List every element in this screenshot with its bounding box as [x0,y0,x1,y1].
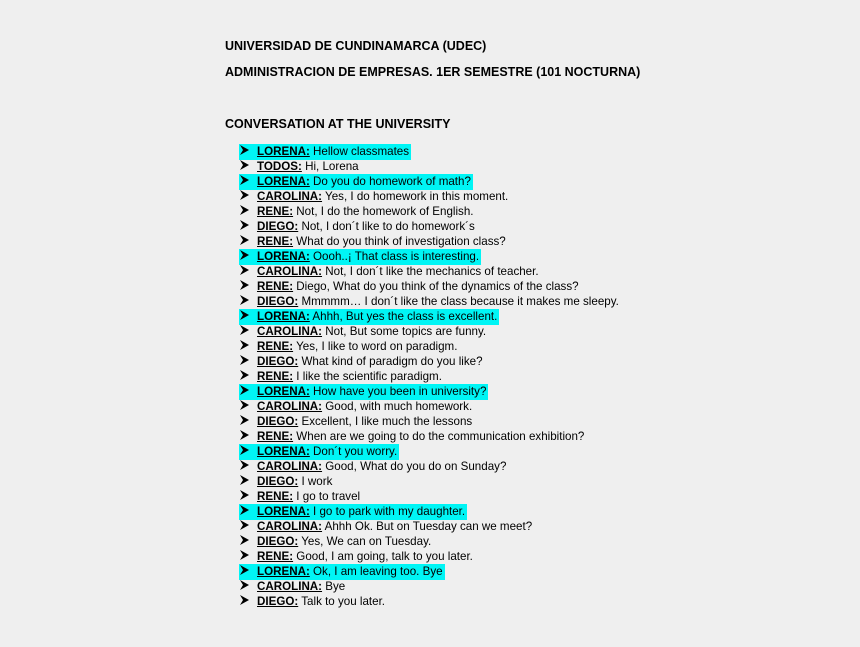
utterance-text: Good, What do you do on Sunday? [322,460,507,473]
dialogue-line [239,534,860,549]
arrowhead-bullet-icon [239,325,257,340]
arrowhead-bullet-icon [239,265,257,280]
speaker-name: RENE: [257,280,294,293]
arrowhead-bullet-icon [239,595,257,610]
highlighted-line [239,504,467,520]
dialogue-line [239,549,860,564]
dialogue-line [239,204,860,219]
arrowhead-bullet-icon [239,460,257,475]
dialogue-line [239,219,860,234]
dialogue-line [239,174,860,189]
line-content [239,459,508,475]
dialogue-line [239,429,860,444]
speaker-name: LORENA: [257,445,310,458]
utterance-text: Do you do homework of math? [309,175,471,188]
dialogue-line [239,459,860,474]
utterance-text: Talk to you later. [298,595,386,608]
utterance-text: How have you been in university? [309,385,487,398]
arrowhead-bullet-icon [239,310,257,325]
arrowhead-bullet-icon [239,145,257,160]
arrowhead-bullet-icon [239,430,257,445]
line-content [239,579,347,595]
dialogue-line [239,414,860,429]
speaker-name: CAROLINA: [257,265,323,278]
dialogue-line [239,369,860,384]
arrowhead-bullet-icon [239,190,257,205]
utterance-text: Yes, We can on Tuesday. [298,535,432,548]
line-content [239,219,477,235]
speaker-name: RENE: [257,205,294,218]
utterance-text: Not, I don´t like to do homework´s [298,220,475,233]
speaker-name: CAROLINA: [257,325,323,338]
speaker-name: TODOS: [257,160,302,173]
arrowhead-bullet-icon [239,505,257,520]
line-content [239,594,387,610]
arrowhead-bullet-icon [239,385,257,400]
dialogue-line [239,579,860,594]
utterance-text: I go to park with my daughter. [309,505,466,518]
speaker-name: DIEGO: [257,220,299,233]
utterance-text: What kind of paradigm do you like? [298,355,483,368]
speaker-name: LORENA: [257,145,310,158]
speaker-name: LORENA: [257,250,310,263]
dialogue-line [239,504,860,519]
utterance-text: Bye [322,580,346,593]
speaker-name: LORENA: [257,310,310,323]
line-content [239,399,474,415]
line-content [239,339,459,355]
arrowhead-bullet-icon [239,340,257,355]
dialogue-line [239,234,860,249]
speaker-name: LORENA: [257,565,310,578]
utterance-text: Excellent, I like much the lessons [298,415,473,428]
utterance-text: I like the scientific paradigm. [293,370,442,383]
speaker-name: DIEGO: [257,595,299,608]
arrowhead-bullet-icon [239,370,257,385]
arrowhead-bullet-icon [239,175,257,190]
dialogue-line [239,309,860,324]
utterance-text: Ahhh, But yes the class is excellent. [309,310,498,323]
arrowhead-bullet-icon [239,160,257,175]
utterance-text: Don´t you worry. [309,445,398,458]
utterance-text: When are we going to do the communication exhibition? [293,430,585,443]
line-content [239,489,362,505]
arrowhead-bullet-icon [239,220,257,235]
utterance-text: I work [298,475,333,488]
speaker-name: RENE: [257,490,294,503]
utterance-text: I go to travel [293,490,361,503]
dialogue-line [239,339,860,354]
arrowhead-bullet-icon [239,550,257,565]
arrowhead-bullet-icon [239,205,257,220]
conversation-title: CONVERSATION AT THE UNIVERSITY [225,117,451,131]
line-content [239,294,621,310]
dialogue-line [239,474,860,489]
arrowhead-bullet-icon [239,280,257,295]
dialogue-list [225,144,860,609]
speaker-name: RENE: [257,430,294,443]
dialogue-line [239,489,860,504]
line-content [239,354,485,370]
speaker-name: CAROLINA: [257,190,323,203]
dialogue-line [239,399,860,414]
speaker-name: LORENA: [257,385,310,398]
speaker-name: CAROLINA: [257,580,323,593]
utterance-text: Hi, Lorena [301,160,359,173]
dialogue-line [239,264,860,279]
utterance-text: Oooh..¡ That class is interesting. [309,250,480,263]
line-content [239,429,586,445]
speaker-name: RENE: [257,340,294,353]
speaker-name: RENE: [257,550,294,563]
utterance-text: What do you think of investigation class? [293,235,506,248]
utterance-text: Not, But some topics are funny. [322,325,487,338]
speaker-name: LORENA: [257,505,310,518]
arrowhead-bullet-icon [239,295,257,310]
arrowhead-bullet-icon [239,535,257,550]
dialogue-line [239,519,860,534]
speaker-name: DIEGO: [257,535,299,548]
utterance-text: Ahhh Ok. But on Tuesday can we meet? [322,520,533,533]
dialogue-line [239,144,860,159]
utterance-text: Good, with much homework. [322,400,473,413]
highlighted-line [239,564,445,580]
arrowhead-bullet-icon [239,355,257,370]
line-content [239,369,444,385]
arrowhead-bullet-icon [239,250,257,265]
dialogue-line [239,249,860,264]
line-content [239,279,581,295]
dialogue-line [239,159,860,174]
speaker-name: DIEGO: [257,355,299,368]
program-name: ADMINISTRACION DE EMPRESAS. 1ER SEMESTRE (101 NOCTURNA) [225,65,641,79]
line-content [239,474,334,490]
utterance-text: Diego, What do you think of the dynamics of the class? [293,280,579,293]
dialogue-line [239,324,860,339]
utterance-text: Yes, I do homework in this moment. [322,190,509,203]
line-content [239,414,474,430]
speaker-name: CAROLINA: [257,400,323,413]
arrowhead-bullet-icon [239,475,257,490]
arrowhead-bullet-icon [239,445,257,460]
highlighted-line [239,174,473,190]
speaker-name: CAROLINA: [257,460,323,473]
dialogue-line [239,384,860,399]
arrowhead-bullet-icon [239,490,257,505]
utterance-text: Good, I am going, talk to you later. [293,550,473,563]
arrowhead-bullet-icon [239,520,257,535]
line-content [239,189,510,205]
line-content [239,519,534,535]
line-content [239,324,488,340]
speaker-name: CAROLINA: [257,520,323,533]
utterance-text: Yes, I like to word on paradigm. [293,340,458,353]
line-content [239,234,508,250]
speaker-name: DIEGO: [257,295,299,308]
dialogue-line [239,294,860,309]
utterance-text: Mmmmm… I don´t like the class because it makes me sleepy. [298,295,619,308]
arrowhead-bullet-icon [239,565,257,580]
speaker-name: DIEGO: [257,415,299,428]
dialogue-line [239,594,860,609]
highlighted-line [239,249,481,265]
dialogue-line [239,564,860,579]
arrowhead-bullet-icon [239,235,257,250]
speaker-name: DIEGO: [257,475,299,488]
speaker-name: RENE: [257,235,294,248]
highlighted-line [239,309,499,325]
utterance-text: Hellow classmates [309,145,410,158]
highlighted-line [239,444,399,460]
line-content [239,534,433,550]
dialogue-line [239,444,860,459]
line-content [239,204,476,220]
university-name: UNIVERSIDAD DE CUNDINAMARCA (UDEC) [225,39,487,53]
arrowhead-bullet-icon [239,580,257,595]
utterance-text: Ok, I am leaving too. Bye [309,565,443,578]
dialogue-line [239,189,860,204]
speaker-name: LORENA: [257,175,310,188]
arrowhead-bullet-icon [239,400,257,415]
line-content [239,264,541,280]
line-content [239,549,475,565]
dialogue-line [239,354,860,369]
speaker-name: RENE: [257,370,294,383]
utterance-text: Not, I do the homework of English. [293,205,474,218]
arrowhead-bullet-icon [239,415,257,430]
highlighted-line [239,384,488,400]
dialogue-line [239,279,860,294]
highlighted-line [239,144,411,160]
utterance-text: Not, I don´t like the mechanics of teacher. [322,265,539,278]
line-content [239,159,361,175]
